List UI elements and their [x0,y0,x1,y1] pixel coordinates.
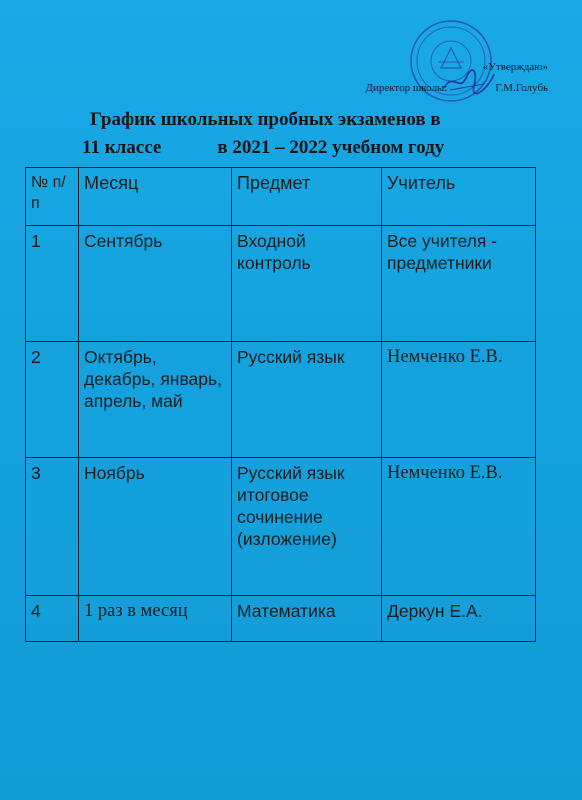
cell-month: 1 раз в месяц [79,596,232,642]
header-number: № п/п [26,168,79,226]
cell-number: 1 [26,226,79,342]
cell-subject: Входной контроль [232,226,382,342]
title-year: в 2021 – 2022 учебном году [217,137,445,158]
table-row [26,342,536,458]
cell-subject: Русский язык итоговое сочинение (изложение) [232,458,382,596]
document-title [60,106,540,162]
table-row [26,226,536,342]
cell-month: Октябрь, декабрь, январь, апрель, май [79,342,232,458]
title-line-2 [60,134,540,162]
director-line [365,78,548,99]
cell-teacher: Немченко Е.В. [382,458,536,596]
title-class: 11 классе [82,137,162,158]
cell-month: Ноябрь [79,458,232,596]
cell-teacher: Деркун Е.А. [382,596,536,642]
cell-teacher: Немченко Е.В. [382,342,536,458]
header-teacher: Учитель [382,168,536,226]
exam-schedule-table [25,167,536,642]
director-label: Директор школы: [365,82,448,94]
cell-number: 4 [26,596,79,642]
cell-number: 3 [26,458,79,596]
cell-number: 2 [26,342,79,458]
cell-teacher: Все учителя - предметники [382,226,536,342]
director-name: Г.М.Голубь [495,82,548,94]
table-row [26,458,536,596]
header-month: Месяц [79,168,232,226]
table-header-row [26,168,536,226]
cell-subject: Русский язык [232,342,382,458]
approval-block [365,57,548,99]
cell-month: Сентябрь [79,226,232,342]
cell-subject: Математика [232,596,382,642]
header-subject: Предмет [232,168,382,226]
approval-text: «Утверждаю» [482,61,548,73]
table-row [26,596,536,642]
title-line-1: График школьных пробных экзаменов в [90,109,441,130]
